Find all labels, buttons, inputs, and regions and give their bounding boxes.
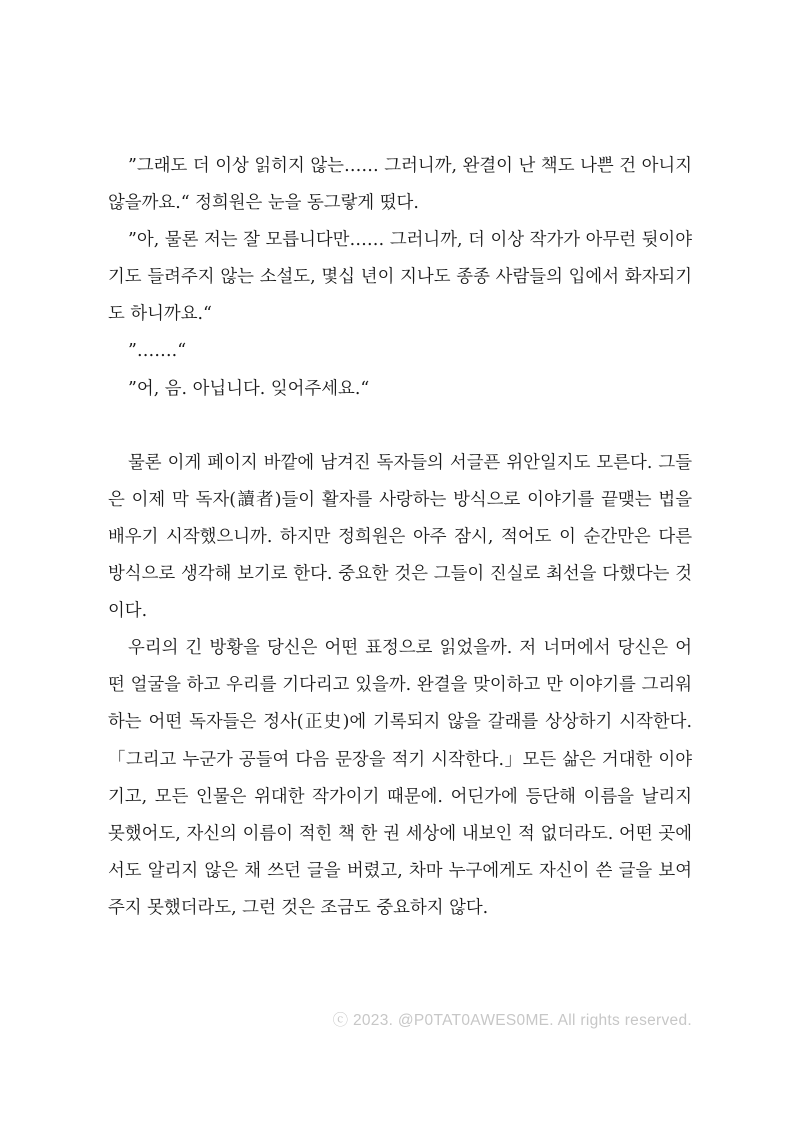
dialogue-paragraph-2: ”아, 물론 저는 잘 모릅니다만…… 그러니까, 더 이상 작가가 아무런 뒷이야기도 들려주지 않는 소설도, 몇십 년이 지나도 종종 사람들의 입에서 화자되기도 하니까요.“ xyxy=(108,230,692,325)
copyright-notice: ⓒ 2023. @P0TAT0AWES0ME. All rights reserved. xyxy=(332,1012,692,1029)
dialogue-paragraph-4: ”어, 음. 아닙니다. 잊어주세요.“ xyxy=(128,378,370,399)
dialogue-paragraph-3: ”…….“ xyxy=(128,341,187,362)
document-body xyxy=(108,148,692,927)
dialogue-paragraph-1: ”그래도 더 이상 읽히지 않는…… 그러니까, 완결이 난 책도 나쁜 건 아니지 않을까요.“ 정희원은 눈을 동그랗게 떴다. xyxy=(108,156,692,214)
narration-paragraph-2: 우리의 긴 방황을 당신은 어떤 표정으로 읽었을까. 저 너머에서 당신은 어떤 얼굴을 하고 우리를 기다리고 있을까. 완결을 맞이하고 만 이야기를 그리워하는 어떤 독자들은 정사(正史)에 기록되지 않을 갈래를 상상하기 시작한다.「그리고 누군가 공들여 다음 문장을 적기 시작한다.」모든 삶은 거대한 이야기고, 모든 인물은 위대한 작가이기 때문에. 어딘가에 등단해 이름을 날리지 못했어도, 자신의 이름이 적힌 책 한 권 세상에 내보인 적 없더라도. 어떤 곳에서도 알리지 않은 채 쓰던 글을 버렸고, 차마 누구에게도 자신이 쓴 글을 보여주지 못했더라도, 그런 것은 조금도 중요하지 않다. xyxy=(108,638,692,918)
paragraph-gap xyxy=(108,408,692,445)
narration-paragraph-1: 물론 이게 페이지 바깥에 남겨진 독자들의 서글픈 위안일지도 모른다. 그들은 이제 막 독자(讀者)들이 활자를 사랑하는 방식으로 이야기를 끝맺는 법을 배우기 시작했으니까. 하지만 정희원은 아주 잠시, 적어도 이 순간만은 다른 방식으로 생각해 보기로 한다. 중요한 것은 그들이 진실로 최선을 다했다는 것이다. xyxy=(108,452,692,622)
